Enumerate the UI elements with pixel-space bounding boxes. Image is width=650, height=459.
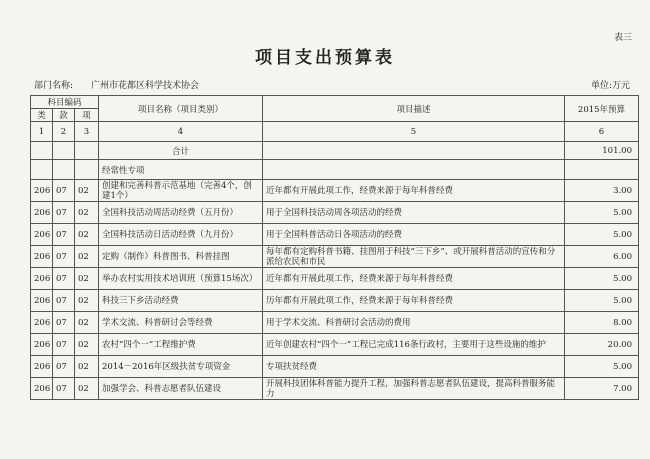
project-desc-cell: 用于全国科普活动日各项活动的经费 [263, 224, 565, 246]
index-row [31, 122, 639, 142]
code-xiang-cell: 02 [75, 224, 99, 246]
project-name-cell: 加强学会、科普志愿者队伍建设 [99, 378, 263, 400]
table-row [31, 378, 639, 400]
table-row [31, 224, 639, 246]
project-name-cell: 科技三下乡活动经费 [99, 290, 263, 312]
project-desc-cell: 用于全国科技活动周各项活动的经费 [263, 202, 565, 224]
project-name-cell: 全国科技活动日活动经费（九月份） [99, 224, 263, 246]
index-cell: 6 [565, 122, 639, 142]
index-cell: 4 [99, 122, 263, 142]
total-label: 合计 [99, 142, 263, 160]
department-value: 广州市花都区科学技术协会 [91, 81, 200, 91]
project-desc-cell: 近年都有开展此项工作，经费来源于每年科普经费 [263, 268, 565, 290]
code-lei-cell: 206 [31, 378, 53, 400]
code-kuan-cell: 07 [53, 246, 75, 268]
code-kuan-cell: 07 [53, 290, 75, 312]
code-kuan-cell: 07 [53, 202, 75, 224]
table-row [31, 290, 639, 312]
rows-body [31, 180, 639, 400]
code-xiang-cell: 02 [75, 268, 99, 290]
code-kuan-cell: 07 [53, 268, 75, 290]
budget-amount-cell: 7.00 [565, 378, 639, 400]
budget-amount-cell: 8.00 [565, 312, 639, 334]
project-desc-cell: 历年都有开展此项工作，经费来源于每年科普经费 [263, 290, 565, 312]
budget-amount-cell: 5.00 [565, 290, 639, 312]
budget-amount-cell: 6.00 [565, 246, 639, 268]
budget-table [30, 95, 639, 400]
subject-code-header: 科目编码 [31, 96, 99, 109]
kuan-header: 款 [53, 109, 75, 122]
project-name-cell: 学术交流、科普研讨会等经费 [99, 312, 263, 334]
project-desc-header: 项目描述 [263, 96, 565, 122]
table-row [31, 356, 639, 378]
project-desc-cell: 近年创建农村“四个一”工程已完成116条行政村，主要用于这些设施的维护 [263, 334, 565, 356]
code-lei-cell: 206 [31, 246, 53, 268]
project-name-cell: 定购（制作）科普图书、科普挂图 [99, 246, 263, 268]
code-xiang-cell: 02 [75, 356, 99, 378]
budget-amount-cell: 3.00 [565, 180, 639, 202]
page-title: 项目支出预算表 [255, 48, 395, 68]
budget-amount-cell: 5.00 [565, 202, 639, 224]
code-lei-cell: 206 [31, 290, 53, 312]
project-desc-cell: 开展科技团体科普能力提升工程，加强科普志愿者队伍建设，提高科普服务能力 [263, 378, 565, 400]
total-row [31, 142, 639, 160]
lei-header: 类 [31, 109, 53, 122]
index-cell: 5 [263, 122, 565, 142]
table-row [31, 334, 639, 356]
project-name-cell: 举办农村实用技术培训班（预算15场次） [99, 268, 263, 290]
code-lei-cell: 206 [31, 180, 53, 202]
code-kuan-cell: 07 [53, 334, 75, 356]
code-xiang-cell: 02 [75, 202, 99, 224]
project-name-cell: 创建和完善科普示范基地（完善4个，创建1个） [99, 180, 263, 202]
project-name-cell: 全国科技活动周活动经费（五月份） [99, 202, 263, 224]
code-kuan-cell: 07 [53, 180, 75, 202]
budget-amount-cell: 5.00 [565, 268, 639, 290]
project-name-cell: 2014－2016年区级扶贫专项资金 [99, 356, 263, 378]
index-cell: 1 [31, 122, 53, 142]
project-desc-cell: 每年都有定购科普书籍、挂图用于科技“三下乡”、或开展科普活动的宣传和分派给农民和市民 [263, 246, 565, 268]
project-name-header: 项目名称（项目类别） [99, 96, 263, 122]
budget-amount-cell: 20.00 [565, 334, 639, 356]
table-row [31, 246, 639, 268]
project-name-cell: 农村“四个一”工程维护费 [99, 334, 263, 356]
code-lei-cell: 206 [31, 202, 53, 224]
project-desc-cell: 专项扶贫经费 [263, 356, 565, 378]
table-row [31, 312, 639, 334]
code-xiang-cell: 02 [75, 290, 99, 312]
code-lei-cell: 206 [31, 356, 53, 378]
department-label: 部门名称: [34, 81, 74, 91]
group-label: 经常性专项 [99, 160, 263, 180]
code-lei-cell: 206 [31, 268, 53, 290]
code-lei-cell: 206 [31, 334, 53, 356]
group-row [31, 160, 639, 180]
table-row [31, 202, 639, 224]
budget-amount-cell: 5.00 [565, 224, 639, 246]
index-cell: 2 [53, 122, 75, 142]
code-lei-cell: 206 [31, 312, 53, 334]
code-xiang-cell: 02 [75, 246, 99, 268]
budget-amount-cell: 5.00 [565, 356, 639, 378]
table-row [31, 180, 639, 202]
code-xiang-cell: 02 [75, 312, 99, 334]
project-desc-cell: 用于学术交流、科普研讨会活动的费用 [263, 312, 565, 334]
table-row [31, 268, 639, 290]
code-lei-cell: 206 [31, 224, 53, 246]
code-kuan-cell: 07 [53, 312, 75, 334]
code-kuan-cell: 07 [53, 356, 75, 378]
code-kuan-cell: 07 [53, 378, 75, 400]
project-desc-cell: 近年都有开展此项工作，经费来源于每年科普经费 [263, 180, 565, 202]
xiang-header: 项 [75, 109, 99, 122]
unit-label: 单位:万元 [590, 81, 630, 91]
index-cell: 3 [75, 122, 99, 142]
code-kuan-cell: 07 [53, 224, 75, 246]
department-info [34, 78, 199, 91]
code-xiang-cell: 02 [75, 378, 99, 400]
code-xiang-cell: 02 [75, 180, 99, 202]
code-xiang-cell: 02 [75, 334, 99, 356]
budget-header: 2015年预算 [565, 96, 639, 122]
table-number-label: 表三 [613, 33, 632, 43]
total-value: 101.00 [565, 142, 639, 160]
